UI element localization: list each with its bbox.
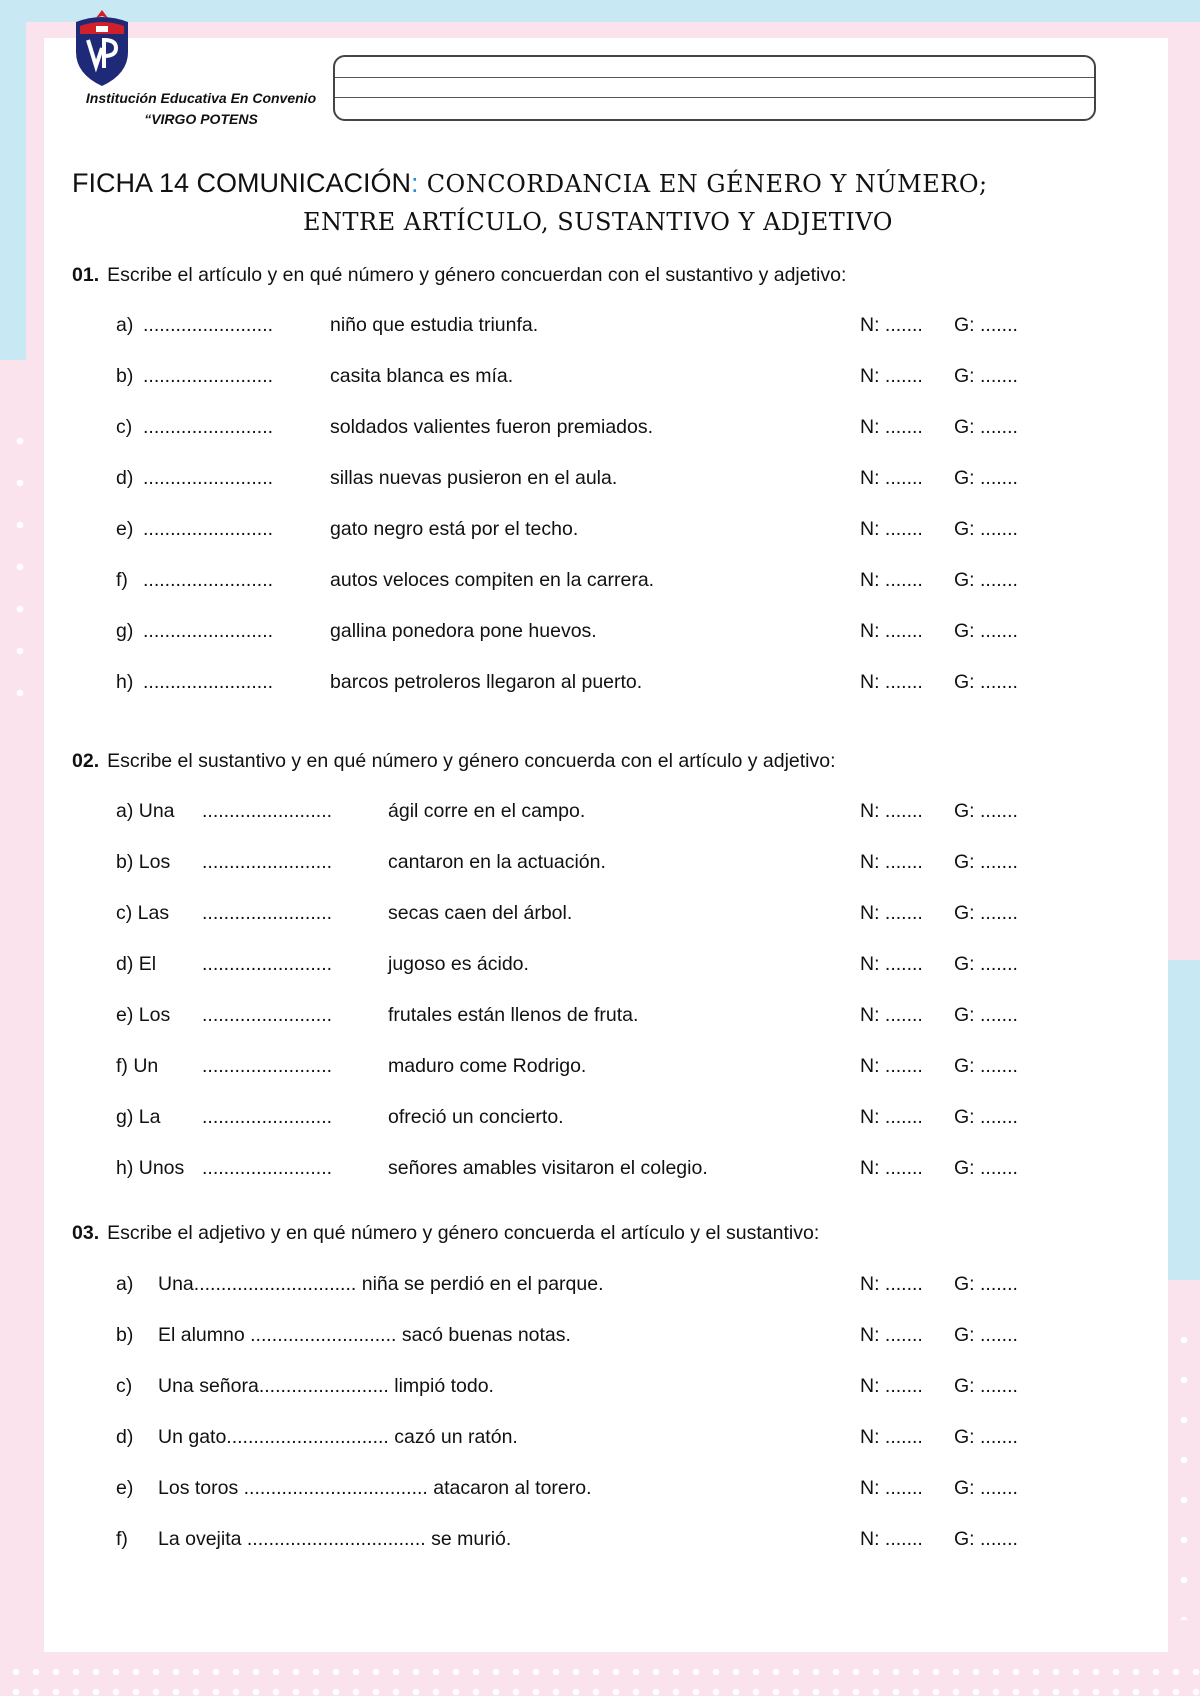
item-sentence: soldados valientes fueron premiados. xyxy=(330,416,654,438)
item-letter: g) xyxy=(116,620,134,642)
number-blank[interactable]: N: ....... xyxy=(860,1375,923,1397)
item-letter: f) xyxy=(116,569,128,591)
answer-blank[interactable]: ........................ xyxy=(143,365,274,387)
item-letter: c) xyxy=(116,416,133,438)
gender-blank[interactable]: G: ....... xyxy=(954,671,1018,693)
number-blank[interactable]: N: ....... xyxy=(860,467,923,489)
number-blank[interactable]: N: ....... xyxy=(860,569,923,591)
item-letter: h) xyxy=(116,671,134,693)
item-letter: e) xyxy=(116,1477,134,1499)
number-blank[interactable]: N: ....... xyxy=(860,620,923,642)
answer-blank[interactable]: ........................ xyxy=(143,518,274,540)
instruction-text: Escribe el adjetivo y en qué número y género concuerda el artículo y el sustantivo: xyxy=(107,1222,820,1244)
answer-blank[interactable]: ........................ xyxy=(143,671,274,693)
answer-blank[interactable]: ........................ xyxy=(202,902,333,924)
number-blank[interactable]: N: ....... xyxy=(860,518,923,540)
top-blue-band xyxy=(0,0,1200,22)
item-letter: e) Los xyxy=(116,1004,171,1026)
item-letter: f) Un xyxy=(116,1055,159,1077)
question-number: 02. xyxy=(72,750,100,772)
item-sentence: autos veloces compiten en la carrera. xyxy=(330,569,655,591)
item-sentence: maduro come Rodrigo. xyxy=(388,1055,587,1077)
gender-blank[interactable]: G: ....... xyxy=(954,1055,1018,1077)
left-blue-band xyxy=(0,0,26,360)
answer-blank[interactable]: ........................ xyxy=(143,467,274,489)
number-blank[interactable]: N: ....... xyxy=(860,671,923,693)
number-blank[interactable]: N: ....... xyxy=(860,1426,923,1448)
gender-blank[interactable]: G: ....... xyxy=(954,467,1018,489)
instruction xyxy=(72,1222,819,1245)
answer-blank[interactable]: ........................ xyxy=(143,569,274,591)
item-letter: b) xyxy=(116,365,134,387)
item-sentence: jugoso es ácido. xyxy=(388,953,529,975)
number-blank[interactable]: N: ....... xyxy=(860,1273,923,1295)
answer-blank[interactable]: ........................ xyxy=(202,953,333,975)
gender-blank[interactable]: G: ....... xyxy=(954,1157,1018,1179)
number-blank[interactable]: N: ....... xyxy=(860,800,923,822)
instruction-text: Escribe el artículo y en qué número y género concuerdan con el sustantivo y adjetivo: xyxy=(107,264,847,286)
item-sentence: frutales están llenos de fruta. xyxy=(388,1004,639,1026)
number-blank[interactable]: N: ....... xyxy=(860,902,923,924)
item-sentence: niño que estudia triunfa. xyxy=(330,314,539,336)
right-blue-band xyxy=(1168,960,1200,1280)
item-sentence: sillas nuevas pusieron en el aula. xyxy=(330,467,618,489)
item-sentence: señores amables visitaron el colegio. xyxy=(388,1157,708,1179)
number-blank[interactable]: N: ....... xyxy=(860,953,923,975)
worksheet-title: FICHA 14 COMUNICACIÓN: CONCORDANCIA EN GÉNERO Y NÚMERO; xyxy=(72,168,988,198)
institution-name: Institución Educativa En Convenio “VIRGO POTENS xyxy=(85,90,317,127)
gender-blank[interactable]: G: ....... xyxy=(954,1426,1018,1448)
item-letter: d) El xyxy=(116,953,157,975)
item-sentence: cantaron en la actuación. xyxy=(388,851,606,873)
answer-blank[interactable]: ........................ xyxy=(143,314,274,336)
item-letter: c) xyxy=(116,1375,133,1397)
item-letter: h) Unos xyxy=(116,1157,185,1179)
number-blank[interactable]: N: ....... xyxy=(860,851,923,873)
gender-blank[interactable]: G: ....... xyxy=(954,569,1018,591)
number-blank[interactable]: N: ....... xyxy=(860,1324,923,1346)
answer-blank[interactable]: ........................ xyxy=(202,1106,333,1128)
left-dots-decoration xyxy=(0,420,40,720)
answer-blank[interactable]: ........................ xyxy=(202,1055,333,1077)
item-letter: a) Una xyxy=(116,800,175,822)
item-sentence-with-blank[interactable]: El alumno ........................... sacó buenas notas. xyxy=(158,1324,571,1346)
gender-blank[interactable]: G: ....... xyxy=(954,1528,1018,1550)
right-dots-decoration xyxy=(1168,1320,1200,1620)
number-blank[interactable]: N: ....... xyxy=(860,1004,923,1026)
answer-blank[interactable]: ........................ xyxy=(143,620,274,642)
instruction-text: Escribe el sustantivo y en qué número y género concuerda con el artículo y adjetivo: xyxy=(107,750,836,772)
item-sentence-with-blank[interactable]: Una señora........................ limpió todo. xyxy=(158,1375,494,1397)
item-sentence-with-blank[interactable]: La ovejita ................................. se murió. xyxy=(158,1528,512,1550)
gender-blank[interactable]: G: ....... xyxy=(954,1324,1018,1346)
student-name-box[interactable] xyxy=(333,55,1096,121)
item-sentence: casita blanca es mía. xyxy=(330,365,514,387)
item-letter: b) xyxy=(116,1324,134,1346)
item-sentence: gallina ponedora pone huevos. xyxy=(330,620,597,642)
bottom-dots-decoration xyxy=(0,1656,1200,1696)
item-letter: g) La xyxy=(116,1106,161,1128)
item-sentence-with-blank[interactable]: Los toros .................................. atacaron al torero. xyxy=(158,1477,592,1499)
item-sentence: gato negro está por el techo. xyxy=(330,518,579,540)
number-blank[interactable]: N: ....... xyxy=(860,416,923,438)
item-sentence: ofreció un concierto. xyxy=(388,1106,564,1128)
number-blank[interactable]: N: ....... xyxy=(860,365,923,387)
gender-blank[interactable]: G: ....... xyxy=(954,851,1018,873)
item-letter: a) xyxy=(116,1273,134,1295)
item-sentence: secas caen del árbol. xyxy=(388,902,573,924)
gender-blank[interactable]: G: ....... xyxy=(954,1477,1018,1499)
item-letter: b) Los xyxy=(116,851,171,873)
item-sentence: ágil corre en el campo. xyxy=(388,800,586,822)
instruction xyxy=(72,264,846,287)
answer-blank[interactable]: ........................ xyxy=(143,416,274,438)
item-letter: a) xyxy=(116,314,134,336)
gender-blank[interactable]: G: ....... xyxy=(954,416,1018,438)
item-sentence-with-blank[interactable]: Una.............................. niña se perdió en el parque. xyxy=(158,1273,604,1295)
gender-blank[interactable]: G: ....... xyxy=(954,1375,1018,1397)
number-blank[interactable]: N: ....... xyxy=(860,1055,923,1077)
answer-blank[interactable]: ........................ xyxy=(202,1157,333,1179)
gender-blank[interactable]: G: ....... xyxy=(954,953,1018,975)
number-blank[interactable]: N: ....... xyxy=(860,314,923,336)
number-blank[interactable]: N: ....... xyxy=(860,1477,923,1499)
item-sentence: barcos petroleros llegaron al puerto. xyxy=(330,671,643,693)
instruction xyxy=(72,750,836,773)
gender-blank[interactable]: G: ....... xyxy=(954,1004,1018,1026)
school-shield-logo-icon xyxy=(72,8,132,88)
answer-blank[interactable]: ........................ xyxy=(202,1004,333,1026)
answer-blank[interactable]: ........................ xyxy=(202,800,333,822)
item-letter: c) Las xyxy=(116,902,170,924)
question-number: 01. xyxy=(72,264,100,286)
item-letter: f) xyxy=(116,1528,128,1550)
gender-blank[interactable]: G: ....... xyxy=(954,620,1018,642)
item-sentence-with-blank[interactable]: Un gato.............................. cazó un ratón. xyxy=(158,1426,518,1448)
gender-blank[interactable]: G: ....... xyxy=(954,314,1018,336)
question-number: 03. xyxy=(72,1222,100,1244)
item-letter: e) xyxy=(116,518,134,540)
number-blank[interactable]: N: ....... xyxy=(860,1528,923,1550)
gender-blank[interactable]: G: ....... xyxy=(954,800,1018,822)
gender-blank[interactable]: G: ....... xyxy=(954,518,1018,540)
number-blank[interactable]: N: ....... xyxy=(860,1106,923,1128)
item-letter: d) xyxy=(116,1426,134,1448)
gender-blank[interactable]: G: ....... xyxy=(954,1273,1018,1295)
item-letter: d) xyxy=(116,467,134,489)
answer-blank[interactable]: ........................ xyxy=(202,851,333,873)
gender-blank[interactable]: G: ....... xyxy=(954,902,1018,924)
worksheet-subtitle: ENTRE ARTÍCULO, SUSTANTIVO Y ADJETIVO xyxy=(303,208,893,236)
number-blank[interactable]: N: ....... xyxy=(860,1157,923,1179)
gender-blank[interactable]: G: ....... xyxy=(954,365,1018,387)
gender-blank[interactable]: G: ....... xyxy=(954,1106,1018,1128)
